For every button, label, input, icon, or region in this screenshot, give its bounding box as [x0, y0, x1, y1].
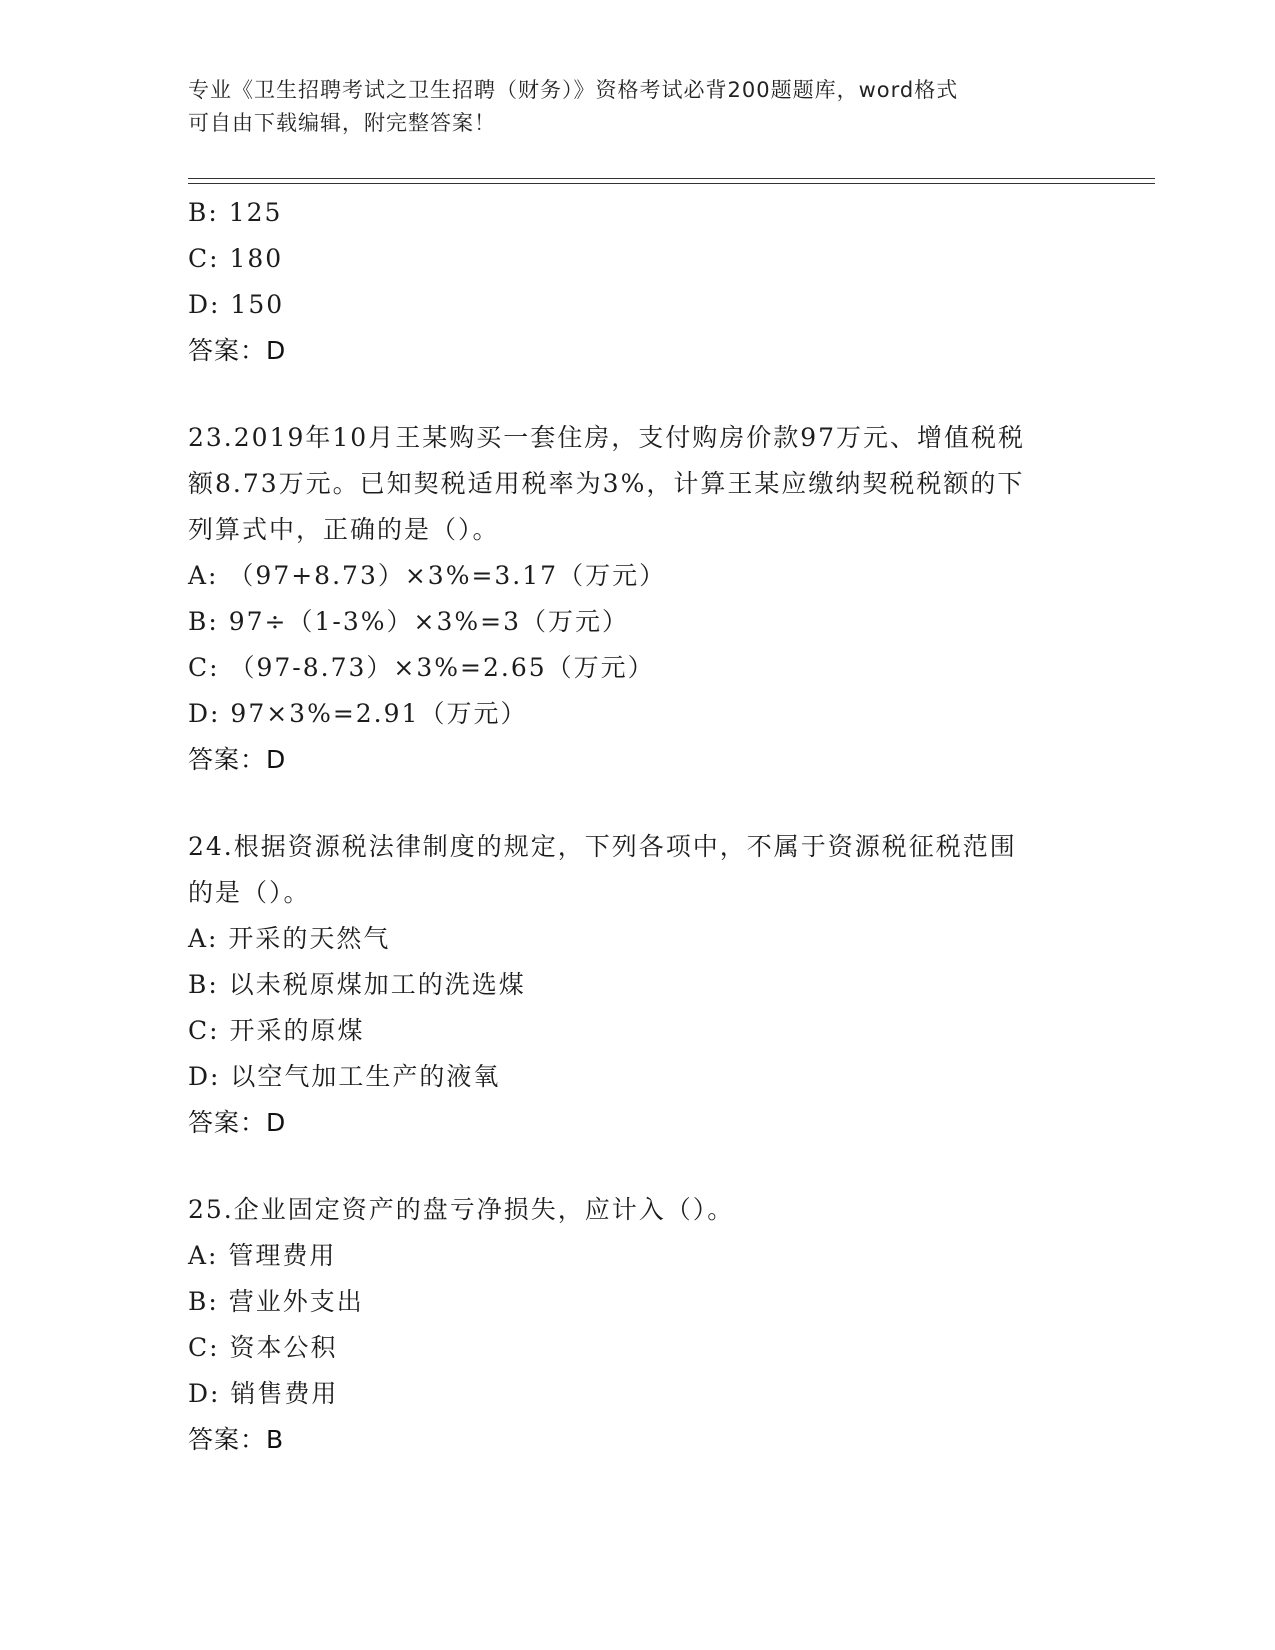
question-25: [188, 1187, 1088, 1463]
option-a: A: （97+8.73）×3%=3.17（万元）: [188, 561, 667, 590]
question-stem-line: 的是（）。: [188, 878, 311, 907]
question-stem-line: 24.根据资源税法律制度的规定，下列各项中，不属于资源税征税范围: [188, 832, 1017, 861]
question-list: [188, 190, 1088, 1463]
option-c: C: 资本公积: [188, 1333, 338, 1362]
option-b: B: 125: [188, 198, 283, 227]
option-c: C: 开采的原煤: [188, 1016, 365, 1045]
header-rule-top: [188, 178, 1155, 179]
answer: 答案：D: [188, 745, 287, 774]
question-stem-line: 23.2019年10月王某购买一套住房，支付购房价款97万元、增值税税: [188, 423, 1026, 452]
option-c: C: 180: [188, 244, 284, 273]
option-a: A: 开采的天然气: [188, 924, 391, 953]
answer: 答案：B: [188, 1425, 285, 1454]
answer: 答案：D: [188, 336, 287, 365]
option-d: D: 以空气加工生产的液氧: [188, 1062, 501, 1091]
question-24: [188, 824, 1088, 1146]
question-23: [188, 415, 1088, 783]
option-d: D: 97×3%=2.91（万元）: [188, 699, 528, 728]
header-rule-bottom: [188, 183, 1155, 184]
option-d: D: 150: [188, 290, 285, 319]
option-b: B: 营业外支出: [188, 1287, 364, 1316]
header-line-1: 专业《卫生招聘考试之卫生招聘（财务）》资格考试必背200题题库，word格式: [188, 78, 959, 102]
question-22: [188, 190, 1088, 374]
answer: 答案：D: [188, 1108, 287, 1137]
header-line-2: 可自由下载编辑，附完整答案！: [188, 111, 496, 135]
question-stem-line: 额8.73万元。已知契税适用税率为3%，计算王某应缴纳契税税额的下: [188, 469, 1025, 498]
option-c: C: （97-8.73）×3%=2.65（万元）: [188, 653, 655, 682]
option-d: D: 销售费用: [188, 1379, 339, 1408]
question-stem-line: 25.企业固定资产的盘亏净损失，应计入（）。: [188, 1195, 735, 1224]
option-b: B: 97÷（1-3%）×3%=3（万元）: [188, 607, 629, 636]
question-stem-line: 列算式中，正确的是（）。: [188, 515, 500, 544]
option-b: B: 以未税原煤加工的洗选煤: [188, 970, 526, 999]
option-a: A: 管理费用: [188, 1241, 337, 1270]
document-header: [188, 74, 1088, 140]
